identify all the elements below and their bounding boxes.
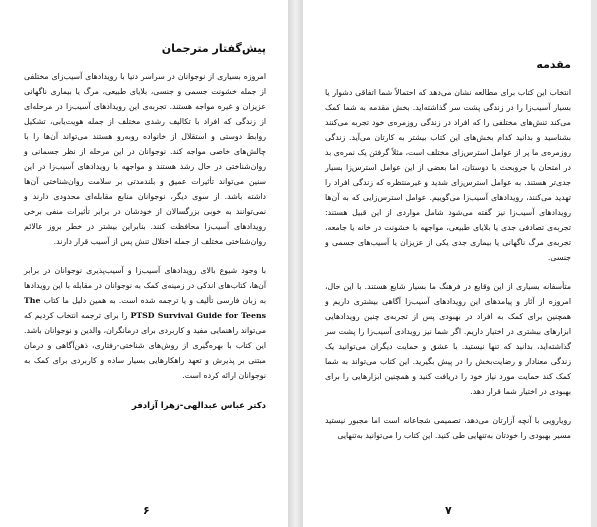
preface-paragraph-1: امروزه بسیاری از نوجوانان در سراسر دنیا با رویدادهای آسیب‌زای مختلفی از جمله خشونت جسمی و جنسی، بلایای طبیعی، مرگ یا بیماری ناگهانی عزیزان و غیره مواجه هستند. تجربه‌ی این رویدادهای آسیب‌زا در مرحله‌ای از زندگی که افراد با تکالیف رشدی مختلف از جمله هویت‌یابی، تشکیل روابط دوستی و استقلال از خانواده روبه‌رو هستند می‌تواند آن‌ها را با چالش‌های خاصی مواجه کند. نوجوانان در این مرحله از نظر جسمانی و روان‌شناختی در حال رشد هستند و مواجهه با رویدادهای آسیب‌زا در این سنین می‌تواند تأثیرات عمیق و بلندمدتی بر سلامت روان‌شناختی آن‌ها داشته باشد. از سوی دیگر، نوجوانان منابع مقابله‌ای محدودی دارند و نمی‌توانند به خوبی بزرگسالان از خودشان در برابر تأثیرات منفی برخی رویدادهای آسیب‌زا محافظت کنند. بنابراین بیشتر در خطر بروز عالائم روان‌شناختی مختلف از جمله اختلال تنش پس از آسیب قرار دارند. [24,72,266,246]
preface-paragraph-2 [24,263,266,383]
introduction-title: مقدمه [536,58,571,71]
translators-signature: دکتر عباس عبدالهی-زهرا آزادفر [131,401,266,411]
page-number-right: ۷ [445,504,452,517]
intro-paragraph-1: انتخاب این کتاب برای مطالعه نشان می‌دهد که احتمالاً شما اتفاقی دشوار یا بسیار آسیب‌زا را در زندگی پشت سر گذاشته‌اید. بخش مقدمه به شما کمک می‌کند تنش‌های مختلفی را که افراد در زندگی روزمره‌ی خود تجربه می‌کنند بشناسید و بدانید کدام بخش‌های این کتاب بیشتر به کارتان می‌آید. زندگی روزمره‌ی ما پر از عوامل استرس‌زای مختلف است، مثلاً گرفتن یک نمره‌ی بد در امتحان یا جروبحث با دوستان، اما بعضی از این عوامل استرس‌زا بسیار جدی‌تر هستند. به عوامل استرس‌زای شدید و غیرمنتظره که زندگی افراد را تهدید می‌کنند، رویدادهای آسیب‌زا می‌گوییم. عوامل استرس‌زایی که به آن‌ها رویدادهای آسیب‌زا نیز گفته می‌شود شامل مواردی از این قبیل هستند: تجربه‌ی تصادفی جدی یا بلایای طبیعی، مواجهه با خشونت در خانه یا جامعه، تجربه‌ی مرگ ناگهانی یا بیماری جدی یکی از عزیزان یا آسیب‌های جسمی و جنسی. [325,88,571,262]
intro-paragraph-2: متأسفانه بسیاری از این وقایع در فرهنگ ما بسیار شایع هستند. با این حال، امروزه از آثار و پیامدهای این رویدادهای آسیب‌زا آگاهی بیشتری داریم و همچنین برای کمک به افراد در بهبودی پس از تجربه‌ی چنین رویدادهایی ابزارهای بیشتری در اختیار داریم. اگر شما نیز رویدادی آسیب‌زا را پشت سر گذاشته‌اید، بدانید که تنها نیستید. با عشق و حمایت دیگران می‌توانید یک زندگی معنادار و رضایت‌بخش را در پیش بگیرید. این کتاب می‌تواند به شما کمک کند حمایت مورد نیاز خود را دریافت کنید و همچنین ابزارهایی را برای بهبودی در اختیار شما قرار دهد. [325,282,571,396]
book-gutter [288,0,303,527]
preface-paragraph-2-end: را برای ترجمه انتخاب کردیم که می‌تواند راهنمایی مفید و کاربردی برای درمانگران، والدین و نوجوانان باشد. این کتاب با بهره‌گیری از روش‌های شناختی-رفتاری، ذهن‌آگاهی و درمان مبتنی بر پذیرش و تعهد راهکارهایی بسیار ساده و کاربردی برای کمک به نوجوانان ارائه کرده است. [24,311,266,380]
book-title-english: The PTSD Survival Guide for Teens [24,296,266,320]
translators-preface-title: پیش‌گفتار مترجمان [161,42,266,55]
right-page [303,0,591,527]
page-number-left: ۶ [143,504,150,517]
intro-paragraph-3: رویارویی با آنچه آزارتان می‌دهد، تصمیمی شجاعانه است اما مجبور نیستید مسیر بهبودی را خودتان به‌تنهایی طی کنید. این کتاب را می‌توانید به‌تنهایی [325,416,571,440]
preface-paragraph-2-start: با وجود شیوع بالای رویدادهای آسیب‌زا و آسیب‌پذیری نوجوانان در برابر آن‌ها، کتاب‌های اندکی در زمینه‌ی کمک به نوجوانان در مقابله با این رویدادها به زبان فارسی تألیف و یا ترجمه شده است. به همین دلیل ما کتاب [24,266,266,305]
left-page [0,0,288,527]
